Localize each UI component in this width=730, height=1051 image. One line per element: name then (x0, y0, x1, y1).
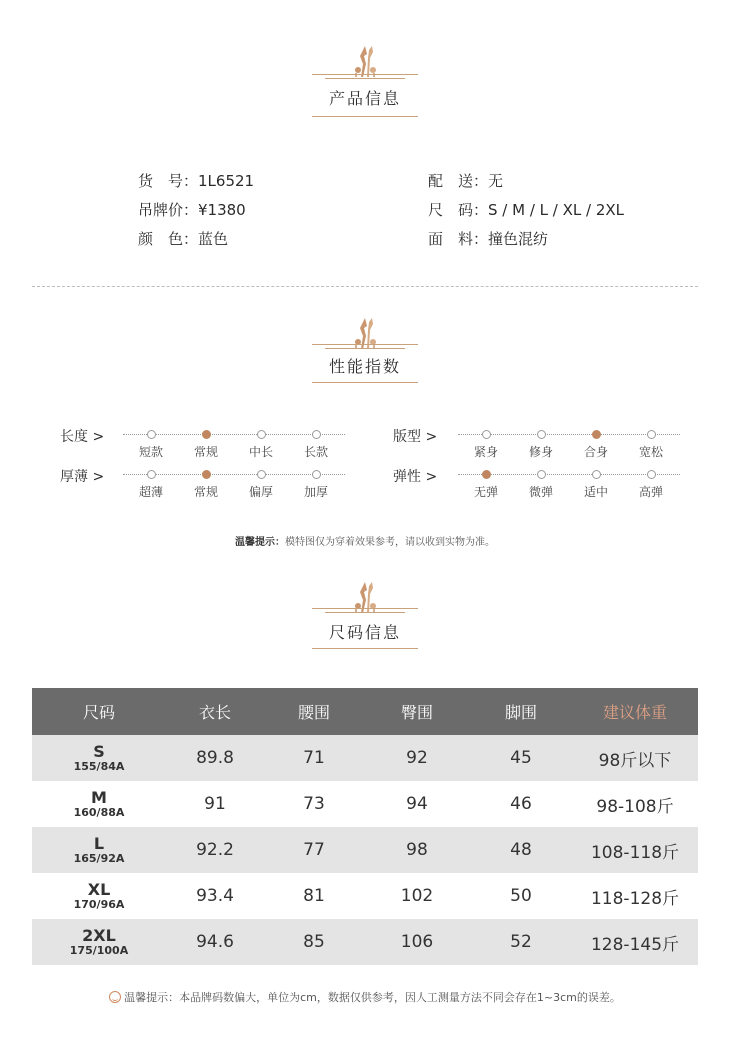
table-row (32, 781, 698, 827)
perf-label: 版型 > (393, 429, 438, 445)
perf-dot-selected (202, 430, 211, 439)
col-header: 建议体重 (572, 688, 698, 735)
info-item-price: 吊牌价：¥1380 (138, 201, 246, 219)
perf-option-label: 超薄 (138, 485, 163, 499)
perf-dot (257, 430, 266, 439)
table-row (32, 873, 698, 919)
perf-option-label: 无弹 (473, 485, 498, 499)
table-cell: 48 (470, 827, 572, 873)
perf-option-label: 合身 (583, 445, 608, 459)
size-cell (32, 735, 166, 781)
perf-label: 长度 > (60, 429, 105, 445)
size-tip: 温馨提示：本品牌码数偏大，单位为cm，数据仅供参考，因人工测量方法不同会存在1~3cm的误差。 (0, 989, 730, 1005)
table-cell: 106 (364, 919, 470, 965)
table-cell: 85 (264, 919, 364, 965)
perf-dot (257, 470, 266, 479)
perf-dot (537, 430, 546, 439)
model-tip: 温馨提示：模特图仅为穿着效果参考，请以收到实物为准。 (235, 537, 495, 548)
table-row (32, 827, 698, 873)
table-cell: 94.6 (166, 919, 264, 965)
smile-icon (109, 991, 121, 1003)
perf-dot (647, 430, 656, 439)
performance-header (0, 316, 730, 396)
table-cell: 98-108斤 (572, 781, 698, 827)
table-cell: 71 (264, 735, 364, 781)
perf-option-label: 高弹 (638, 485, 663, 499)
deer-logo-icon (345, 44, 385, 78)
perf-dot (147, 470, 156, 479)
col-header: 衣长 (166, 688, 264, 735)
performance-title: 性能指数 (328, 357, 401, 376)
size-cell (32, 781, 166, 827)
table-cell: 91 (166, 781, 264, 827)
size-table (32, 688, 698, 965)
table-cell: 46 (470, 781, 572, 827)
table-cell: 94 (364, 781, 470, 827)
perf-option-label: 加厚 (303, 485, 328, 499)
perf-option-label: 紧身 (473, 445, 498, 459)
perf-option-label: 常规 (193, 485, 218, 499)
table-cell: 73 (264, 781, 364, 827)
size-cell (32, 919, 166, 965)
table-cell: 98 (364, 827, 470, 873)
size-label: XL (87, 880, 111, 899)
table-row (32, 735, 698, 781)
perf-dot (482, 430, 491, 439)
table-row (32, 919, 698, 965)
perf-dot-selected (202, 470, 211, 479)
perf-option-label: 偏厚 (248, 485, 273, 499)
table-cell: 102 (364, 873, 470, 919)
info-item-fabric: 面 料：撞色混纺 (428, 230, 549, 248)
size-label: 2XL (82, 926, 116, 945)
info-item-sizes: 尺 码：S / M / L / XL / 2XL (428, 201, 624, 219)
perf-dot (537, 470, 546, 479)
perf-label: 弹性 > (393, 469, 438, 485)
table-cell: 89.8 (166, 735, 264, 781)
perf-option-label: 常规 (193, 445, 218, 459)
size-label: M (91, 788, 107, 807)
size-spec: 155/84A (73, 760, 125, 773)
table-cell: 50 (470, 873, 572, 919)
perf-label: 厚薄 > (60, 469, 105, 485)
size-info-title: 尺码信息 (328, 623, 401, 642)
table-cell: 77 (264, 827, 364, 873)
perf-dot (312, 470, 321, 479)
col-header: 腰围 (264, 688, 364, 735)
table-cell: 92 (364, 735, 470, 781)
info-item-color: 颜 色：蓝色 (138, 230, 229, 248)
size-spec: 165/92A (73, 852, 125, 865)
table-cell: 118-128斤 (572, 873, 698, 919)
perf-dot (647, 470, 656, 479)
col-header: 臀围 (364, 688, 470, 735)
size-cell (32, 873, 166, 919)
perf-option-label: 适中 (583, 485, 608, 499)
info-item-code: 货 号：1L6521 (138, 172, 255, 190)
size-table-header (32, 688, 698, 735)
product-info-title: 产品信息 (328, 89, 401, 108)
col-header: 脚围 (470, 688, 572, 735)
perf-dot (312, 430, 321, 439)
perf-option-label: 修身 (528, 445, 553, 459)
table-cell: 52 (470, 919, 572, 965)
perf-option-label: 短款 (138, 445, 163, 459)
perf-dot-selected (482, 470, 491, 479)
col-header: 尺码 (32, 688, 166, 735)
size-label: S (93, 742, 105, 761)
table-cell: 93.4 (166, 873, 264, 919)
perf-option-label: 微弹 (528, 485, 553, 499)
perf-option-label: 中长 (248, 445, 273, 459)
product-info-header (0, 44, 730, 124)
table-cell: 45 (470, 735, 572, 781)
table-cell: 128-145斤 (572, 919, 698, 965)
table-cell: 108-118斤 (572, 827, 698, 873)
info-item-delivery: 配 送：无 (428, 172, 504, 190)
table-cell: 98斤以下 (572, 735, 698, 781)
perf-option-label: 长款 (303, 445, 328, 459)
size-spec: 170/96A (73, 898, 125, 911)
size-cell (32, 827, 166, 873)
table-cell: 92.2 (166, 827, 264, 873)
size-info-header (0, 580, 730, 660)
section-divider (32, 286, 698, 287)
size-spec: 175/100A (69, 944, 129, 957)
size-spec: 160/88A (73, 806, 125, 819)
perf-dot (592, 470, 601, 479)
table-cell: 81 (264, 873, 364, 919)
perf-option-label: 宽松 (638, 445, 663, 459)
perf-dot (147, 430, 156, 439)
size-label: L (93, 834, 105, 853)
perf-dot-selected (592, 430, 601, 439)
